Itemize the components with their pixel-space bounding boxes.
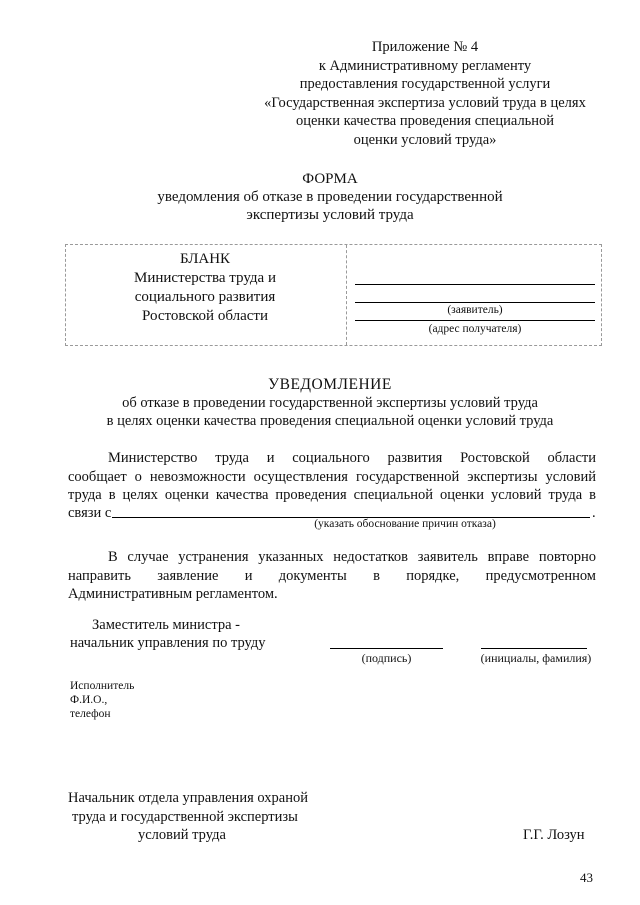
notice-subtitle-line: об отказе в проведении государственной экспертизы условий труда (122, 395, 538, 411)
deputy-position (70, 616, 266, 652)
executor-line: Исполнитель (70, 680, 135, 692)
form-subtitle-line: уведомления об отказе в проведении государственной (157, 189, 503, 205)
address-line (355, 320, 595, 321)
name-line (481, 648, 587, 649)
appendix-line: «Государственная экспертиза условий труда в целях (264, 94, 586, 111)
executor-line: Ф.И.О., (70, 694, 108, 706)
appendix-header (240, 38, 610, 149)
form-title: ФОРМА (302, 171, 358, 187)
executor-block (70, 679, 134, 721)
signature-caption: (подпись) (361, 651, 412, 665)
paragraph-line: В случае устранения указанных недостатков заявитель вправе повторно (108, 549, 596, 565)
paragraph-line: сообщает о невозможности осуществления государственной экспертизы условий (68, 468, 596, 485)
position-line: начальник управления по труду (70, 635, 266, 651)
notice-subtitle (60, 394, 600, 430)
chief-block (68, 789, 308, 845)
reason-prefix: связи с (68, 505, 112, 521)
chief-name: Г.Г. Лозун (523, 827, 585, 843)
applicant-top-line (355, 284, 595, 285)
paragraph-line: труда в целях оценки качества проведения специальной оценки условий труда в (68, 487, 596, 503)
paragraph-line: Министерство труда и социального развития Ростовской области (108, 450, 596, 466)
blank-line: БЛАНК (179, 251, 231, 267)
form-subtitle-line: экспертизы условий труда (246, 207, 414, 223)
address-caption: (адрес получателя) (428, 323, 522, 335)
position-line: Заместитель министра - (92, 617, 240, 633)
letterhead-blank (70, 250, 340, 326)
notice-subtitle-line: в целях оценки качества проведения специальной оценки условий труда (106, 413, 554, 429)
paragraph-refusal (68, 449, 596, 505)
paragraph-repeat (68, 548, 596, 604)
form-header (60, 170, 600, 224)
appendix-line: к Административному регламенту (318, 57, 532, 74)
signature-line (330, 648, 443, 649)
appendix-line: предоставления государственной услуги (299, 76, 551, 92)
paragraph-line: направить заявление и документы в порядке, предусмотренном (68, 567, 596, 584)
paragraph-line: Административным регламентом. (68, 586, 278, 602)
page-number: 43 (580, 870, 593, 885)
reason-suffix: . (592, 505, 596, 521)
appendix-line: оценки условий труда» (353, 131, 497, 148)
appendix-line: оценки качества проведения специальной (295, 113, 555, 129)
executor-line: телефон (70, 708, 111, 720)
notice-title: УВЕДОМЛЕНИЕ (268, 376, 392, 393)
applicant-caption: (заявитель) (447, 304, 503, 316)
letterhead-divider (346, 245, 347, 345)
chief-line: условий труда (138, 827, 226, 843)
applicant-line (355, 302, 595, 303)
appendix-line: Приложение № 4 (371, 39, 479, 55)
name-caption: (инициалы, фамилия) (480, 651, 592, 665)
blank-line: Министерства труда и (134, 270, 276, 286)
reason-caption: (указать обоснование причин отказа) (314, 518, 496, 530)
blank-line: Ростовской области (142, 308, 268, 324)
blank-line: социального развития (134, 289, 276, 305)
chief-line: Начальник отдела управления охраной (68, 790, 308, 806)
chief-line: труда и государственной экспертизы (72, 808, 298, 825)
